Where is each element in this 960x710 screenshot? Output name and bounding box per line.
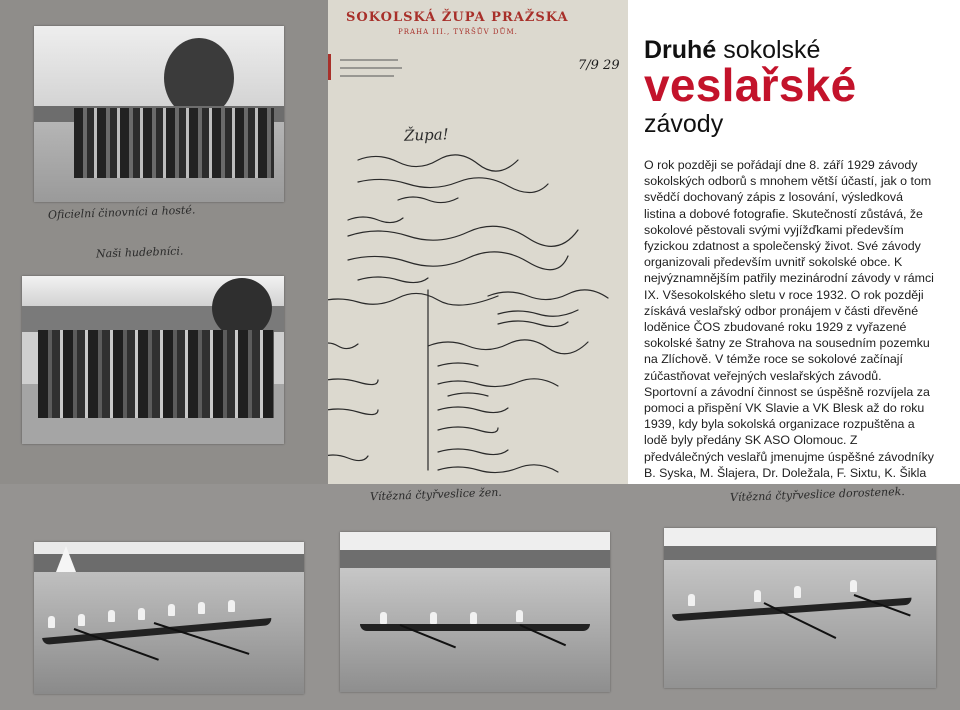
album-page-bottom <box>0 484 960 710</box>
letter-document <box>328 0 628 484</box>
caption-women-four: Vítězná čtyřveslice žen. <box>369 485 503 504</box>
caption-girls-four: Vítězná čtyřveslice dorostenek. <box>729 484 906 505</box>
handwriting-scribbles <box>328 0 628 484</box>
caption-officials: Oficielní činovníci a hosté. <box>47 203 196 222</box>
letterhead-address: PRAHA III., TYRŠŮV DŮM. <box>398 28 518 36</box>
title-rest-word: sokolské <box>723 36 821 64</box>
photo-women-crew <box>340 532 610 692</box>
article-title-line3: závody <box>644 110 724 138</box>
photo-officials <box>34 26 284 202</box>
letterhead: SOKOLSKÁ ŽUPA PRAŽSKA <box>346 10 569 25</box>
photo-eight-crew <box>34 542 304 694</box>
photo-girls-crew <box>664 528 936 688</box>
article-body: O rok později se pořádají dne 8. září 1929 závody sokolských odborů s mnohem větší účastí, jak o tom svědčí dochovaný zápis z losování, výsledková listina a dobové fotografie. Skutečností zůstává, že sokolové pěstovali svými vyjížďkami především fyzickou zdatnost a společenský život. Své závody organizovali především uvnitř sokolské obce. K nejvýznamnějším patřily mezinárodní závody v rámci IX. Všesokolského sletu v roce 1932. O rok později získává veslařský odbor pronájem v části dřevěné loděnice ČOS zbudované roku 1929 z vyřazené sokolské šatny ze Strahova na sousedním pozemku na Zlíchově. V témže roce se sokolové začínají zúčastňovat veřejných veslařských závodů. Sportovní a závodní činnost se úspěšně rozvíjela za pomoci a přispění VK Slavie a VK Blesk až do roku 1939, kdy byla sokolská organizace rozpuštěna a lodě byly předány SK ASO Olomouc. Z předválečných veslařů jmenujme úspěšné závodníky B. Syska, M. Šlajera, Dr. Doležala, F. Sixtu, K. Šikla <box>644 158 934 480</box>
album-page-left <box>0 0 328 484</box>
letter-greeting: Župa! <box>403 125 449 145</box>
caption-musicians: Naši hudebníci. <box>95 244 184 261</box>
title-bold-word: Druhé <box>644 36 717 64</box>
article-title-red: veslařské <box>644 59 857 111</box>
letter-date: 7/9 29 <box>578 58 620 73</box>
photo-musicians <box>22 276 284 444</box>
